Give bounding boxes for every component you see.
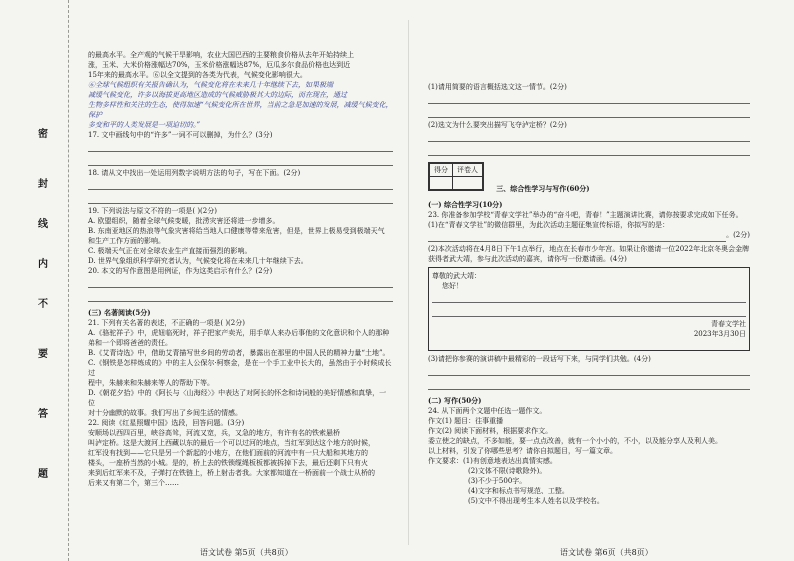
option: 对十分幽默的故事。我们写出了乡间生活的情感。 [88, 409, 242, 417]
invitation-date: 2023年3月30日 [693, 330, 746, 338]
essay-option-2: 作文(2) 阅读下面材料，根据要求作文。 [428, 427, 553, 435]
section-heading: (三) 名著阅读(5分) [88, 308, 151, 317]
passage-line: 红军没有找到——它只是另一个新起的小地方，在他们面前的河流中有一只大船和其地方的 [88, 449, 368, 457]
task-1-text: (1)在“青春文学社”的微信群里，为此次活动主题征集宣传标语，你拟写的是： [428, 221, 670, 229]
handwritten-line: 多变和平的人类发展是一项迫切的。” [88, 121, 201, 129]
answer-line[interactable] [428, 106, 750, 118]
page-footer-right: 语文试卷 第6页（共8页） [560, 548, 653, 557]
option: A. 欧盟组织，随着全球气候变暖，批涝灾害还将进一步增多。 [88, 217, 280, 225]
answer-line[interactable] [88, 178, 393, 190]
option: A.《骆驼祥子》中，虎妞临死时，祥子把家产卖光，用手草人来办后事他的文化意识和个人的那种 [88, 329, 390, 337]
task-1-score: 。(2分) [726, 231, 750, 239]
answer-line[interactable] [88, 276, 393, 288]
option: D. 世界气象组织科学研究者认为，气候变化将在未来几十年继续下去。 [88, 257, 308, 265]
seal-char: 答 [38, 409, 48, 420]
essay-requirement: (5)文中不得出现考生本人姓名以及学校名。 [468, 497, 604, 505]
essay-prompt: 以上材料，引发了你哪些思考？请你自拟题目，写一篇文章。 [428, 447, 617, 455]
text-line: 的最高水平。全产观的气候干旱影响，农业大国巴西的主要粮食价格从去年开始持续上 [88, 51, 354, 59]
seal-char: 封 [38, 179, 48, 190]
option: D.《朝花夕拾》中的《阿长与〈山海经〉》中表达了对阿长的怀念和诗词般的美好情感和真挚，一位 [88, 389, 387, 407]
section-heading: (一) 综合性学习(10分) [428, 200, 503, 209]
answer-line[interactable] [428, 130, 750, 142]
option: B. 东南亚地区的热浪等气象灾害将给当地人口健康等带来危害，但是，世界上极易受到极端天气 [88, 227, 385, 235]
grader-cell[interactable] [453, 177, 483, 190]
option: 和生产工作方面的影响。 [88, 237, 165, 245]
page-footer-left: 语文试卷 第5页（共8页） [200, 548, 293, 557]
question-24: 24. 从下面两个文题中任选一题作文。 [428, 407, 547, 415]
question-22: 22. 阅读《红星照耀中国》选段，回答问题。(3分) [88, 419, 245, 427]
seal-char: 要 [38, 349, 48, 360]
answer-line[interactable] [428, 230, 726, 242]
answer-line[interactable] [88, 192, 393, 204]
question-22-2: (2)选文为什么要突出描写飞夺泸定桥？(2分) [428, 121, 567, 129]
invitation-greeting: 尊敬的武大靖： [432, 272, 481, 280]
right-page [428, 82, 750, 506]
score-header: 得分 [430, 164, 453, 177]
passage-line: 后来又有第二个，第三个…… [88, 479, 179, 487]
answer-line[interactable] [88, 140, 393, 152]
essay-requirement: (3)不少于500字。 [468, 477, 527, 485]
seal-line-strip [28, 0, 69, 561]
task-1-answer-row [428, 230, 750, 244]
seal-char: 不 [38, 299, 48, 310]
essay-requirement: 作文要求：(1)有创意地表达出真情实感。 [428, 457, 557, 465]
score-row [428, 162, 750, 194]
page-divider [408, 20, 409, 545]
option: C.《钢铁是怎样炼成的》中的主人公保尔·柯察金，是在一个手工业中长大的，虽然由于小时候成长过 [88, 359, 392, 377]
essay-requirement: (4)文字和标点书写规范、工整。 [468, 487, 569, 495]
option: 弟和一个即将爸爸的责任。 [88, 339, 172, 347]
handwritten-line: 减缓气候变化，许多以海拔更高地区造成的气候威胁极其大的边际，而在现在，通过 [88, 91, 347, 99]
seal-char: 题 [38, 469, 48, 480]
answer-line[interactable] [432, 291, 746, 303]
question-18: 18. 请从文中找出一处运用列数字说明方法的句子，写在下面。(2分) [88, 169, 301, 177]
essay-material: 委立使之的缺点，不多如能，要一点点改善，就有一个小小的，不小，以及能分享人及利人美。 [428, 437, 722, 445]
seal-char: 线 [38, 219, 48, 230]
seal-char: 内 [38, 259, 48, 270]
invitation-hello: 您好！ [442, 282, 463, 290]
text-line: 15年来的最高水平。⑥以全文提到的各类为代表，气候变化影响很大。 [88, 71, 307, 79]
passage-line: 叫泸定桥。这是大渡河上西藏以东的最后一个可以过河的地点，当红军到达这个地方的时候， [88, 439, 375, 447]
question-17: 17. 文中画线句中的“许多”一词不可以删掉，为什么？(3分) [88, 131, 273, 139]
grader-header: 评卷人 [453, 164, 483, 177]
passage-line: 楼头，一座桥当然的小城。是的，桥上去的铁锁缆绳板板都被拆掉下去，最后还剩下只有火 [88, 459, 368, 467]
task-1 [428, 220, 750, 230]
question-21: 21. 下列有关名著的表述，不正确的一项是( )(2分) [88, 319, 245, 327]
text-line: 涨，玉米、大米价格涨幅达70%，玉米价格涨幅达87%，厄瓜多尔食品价格也达到近 [88, 61, 351, 69]
task-2: (2)本次活动将在4月8日下午1点举行，地点在长春市少年宫。如果让你邀请一位2022年北京冬奥会金牌获得者武大靖，参与此次活动的嘉宾，请你写一份邀请函。(4分) [428, 245, 750, 263]
part-three-heading: 三、综合性学习与写作(60分) [496, 184, 590, 193]
passage-line: 来到后红军来不及，子弹打在铁链上，桥上射击者我。大家都知道在一桥面前一个战士从桥的 [88, 469, 375, 477]
option: B.《艾青诗选》中，借助艾青描写世乡间的劳动者，暴露出在那里的中国人民的精神力量“土地”。 [88, 349, 390, 357]
invitation-signature: 青春文学社 [711, 320, 746, 328]
answer-line[interactable] [428, 364, 750, 376]
option: C. 极端天气正在对全球农业生产直接而强烈的影响。 [88, 247, 252, 255]
left-page [88, 50, 393, 488]
handwritten-line: ⑥全球气候组织有关报告确认为，气候变化将在未来几十年继续下去，如果极端 [88, 81, 333, 89]
answer-line[interactable] [428, 378, 750, 390]
question-20: 20. 本文的写作意图是用例证，作为这类启示有什么？(2分) [88, 267, 273, 275]
option: 程中，朱赫来和朱赫来等人的帮助下等。 [88, 379, 214, 387]
invitation-box [428, 267, 750, 351]
task-3: (3)请把你参赛的演讲稿中最精彩的一段话写下来，与同学们共勉。(4分) [428, 355, 651, 363]
essay-requirement: (2)文体不限(诗歌除外)。 [468, 467, 547, 475]
answer-line[interactable] [428, 144, 750, 156]
answer-line[interactable] [428, 92, 750, 104]
question-19: 19. 下列说法与原文不符的一项是( )(2分) [88, 207, 217, 215]
answer-line[interactable] [432, 305, 746, 317]
seal-char: 密 [38, 129, 48, 140]
essay-option-1: 作文(1) 题目：往事重播 [428, 417, 504, 425]
question-22-1: (1)请用简要的语言概括选文这一情节。(2分) [428, 83, 567, 91]
passage-line: 安顺场以西四百里，峡谷高耸，河流又宽，兵，又急的地方，有许有名的铁索悬桥 [88, 429, 340, 437]
answer-line[interactable] [88, 290, 393, 302]
score-table [428, 162, 484, 191]
handwritten-line: 生物多样性和关注的生态，使得加速“气候变化所在世界，当前之急是加速的发展，减缓气候变化，保护 [88, 101, 393, 119]
question-23: 23. 你准备参加学校“青春文学社”举办的“奋斗吧，青春！”主题演讲比赛，请你按要求完成如下任务。 [428, 211, 743, 219]
answer-line[interactable] [88, 154, 393, 166]
score-cell[interactable] [430, 177, 453, 190]
section-heading: (二) 写作(50分) [428, 396, 482, 405]
